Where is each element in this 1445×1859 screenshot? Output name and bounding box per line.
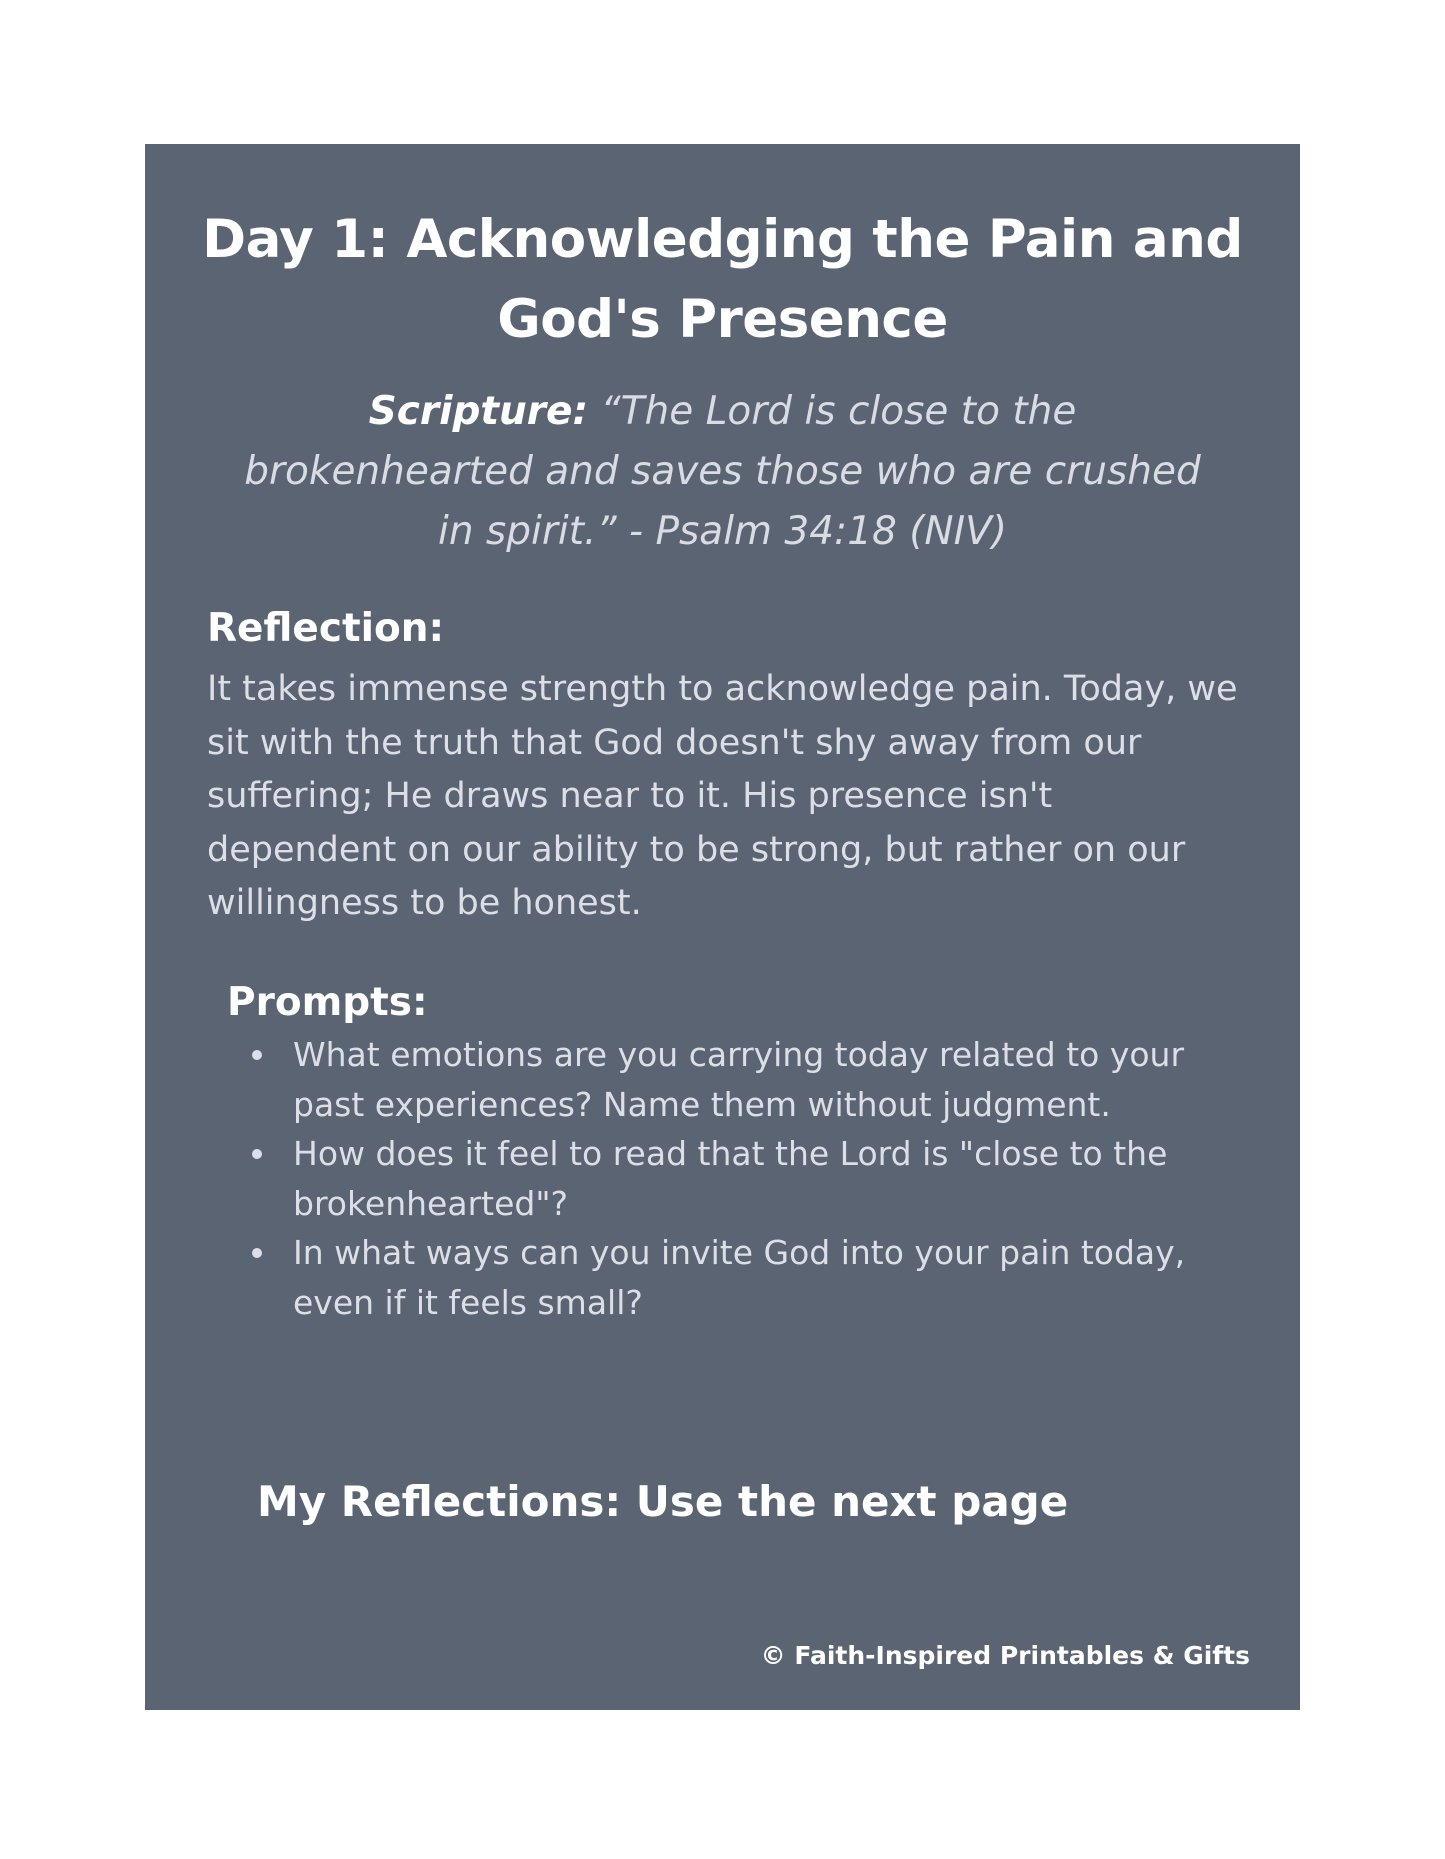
prompt-item [227, 1129, 1227, 1228]
bullet-icon [252, 1248, 262, 1258]
scripture-label: Scripture: [368, 389, 589, 434]
copyright-notice: © Faith-Inspired Printables & Gifts [760, 1641, 1250, 1670]
prompts-list [227, 1030, 1227, 1327]
page-title: Day 1: Acknowledging the Pain and God's Presence [202, 209, 1243, 350]
prompt-text: How does it feel to read that the Lord is "close to the brokenhearted"? [293, 1134, 1168, 1223]
prompts-heading: Prompts: [227, 980, 428, 1025]
bullet-icon [252, 1050, 262, 1060]
bullet-icon [252, 1149, 262, 1159]
prompt-text: What emotions are you carrying today related to your past experiences? Name them without judgment. [293, 1035, 1185, 1124]
my-reflections-note: My Reflections: Use the next page [257, 1477, 1069, 1526]
scripture-text: “The Lord is close to the brokenhearted and saves those who are crushed in spirit.” - Psalm 34:18 (NIV) [244, 389, 1201, 554]
prompt-item [227, 1228, 1227, 1327]
prompt-item [227, 1030, 1227, 1129]
reflection-text: It takes immense strength to acknowledge pain. Today, we sit with the truth that God doesn't shy away from our suffering; He draws near to it. His presence isn't dependent on our ability to be strong, but rather on our willingness to be honest. [207, 669, 1238, 923]
scripture-quote [225, 382, 1220, 562]
reflection-heading: Reflection: [207, 606, 445, 651]
prompt-text: In what ways can you invite God into your pain today, even if it feels small? [293, 1233, 1186, 1322]
devotional-card [145, 144, 1300, 1710]
